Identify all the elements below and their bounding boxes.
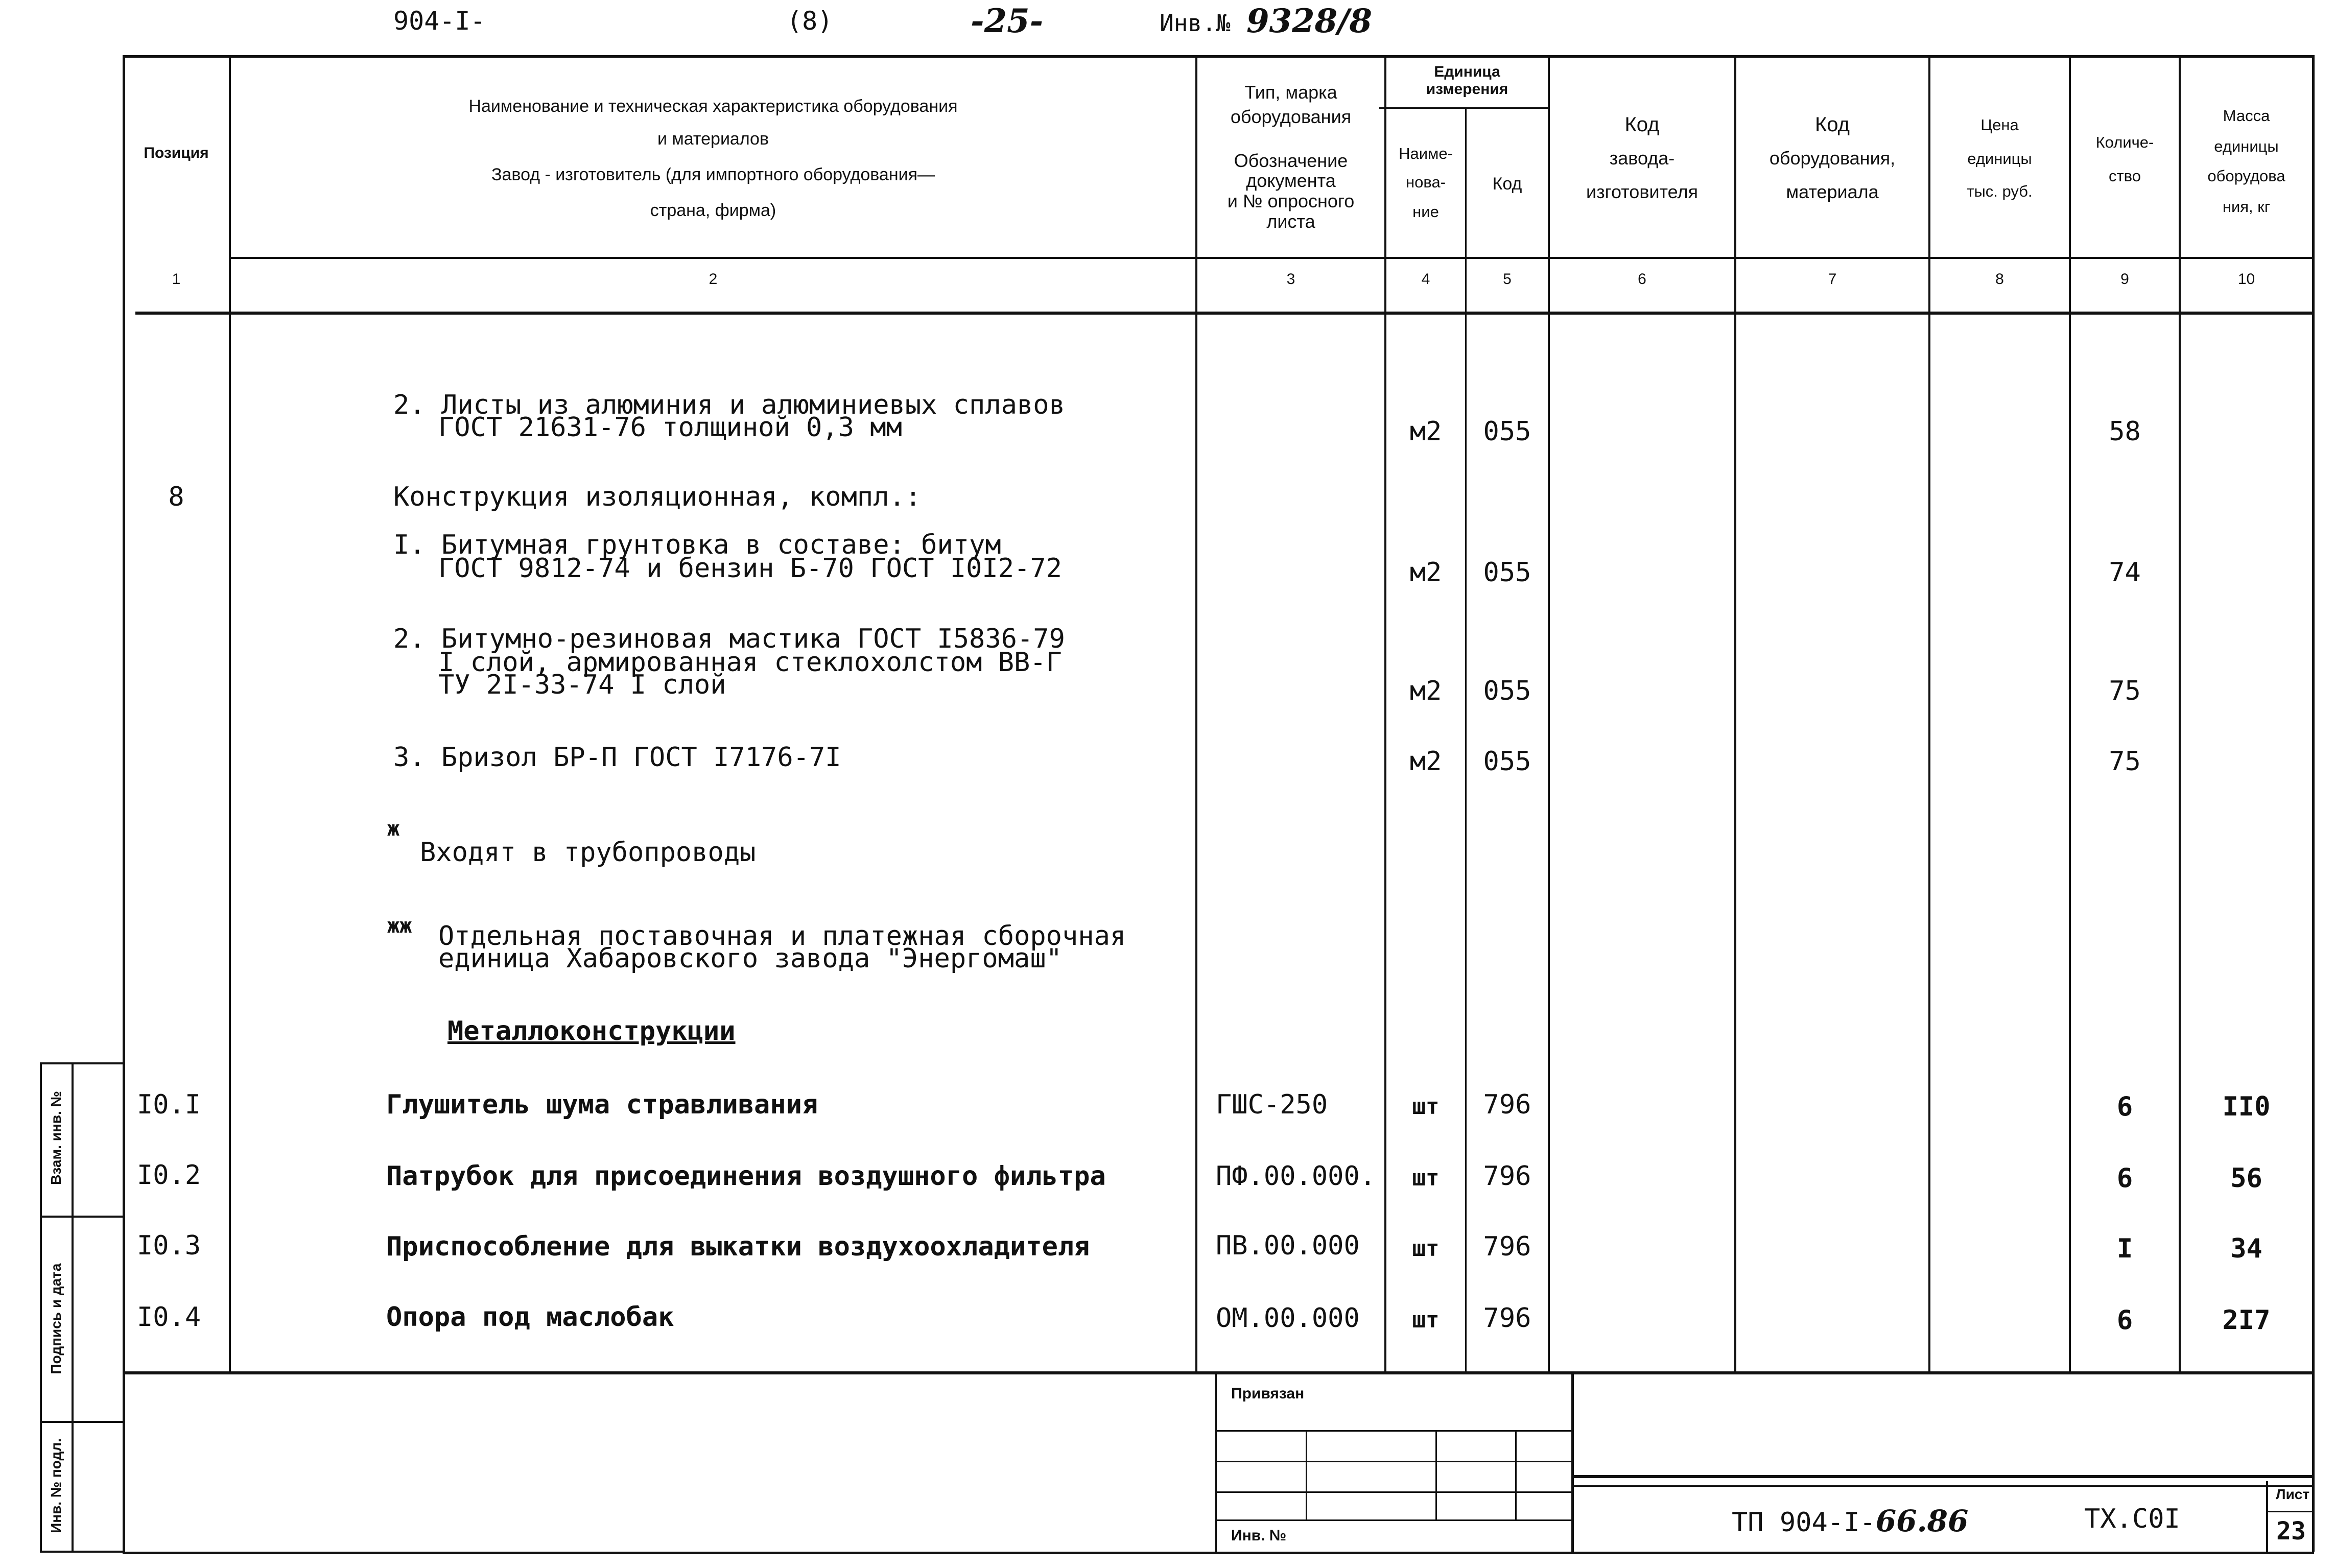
doc-code: ТХ.С0I [2084, 1504, 2180, 1534]
side-label-original: Инв. № подл. [48, 1438, 64, 1533]
inv-no-label: Инв. № [1231, 1527, 1287, 1544]
section-title: Металлоконструкции [447, 1016, 736, 1047]
side-label-signature: Подпись и дата [48, 1263, 64, 1374]
doc-number-handwritten: 66.86 [1875, 1504, 1969, 1538]
attached-label: Привязан [1231, 1385, 1305, 1402]
sheet-label: Лист [2275, 1486, 2310, 1502]
header-position: Позиция [144, 145, 209, 161]
inv-number: 9328/8 [1246, 2, 1373, 40]
doc-number [1732, 1504, 1968, 1538]
page-number: -25- [971, 2, 1044, 40]
sheet-number: 23 [2276, 1517, 2306, 1546]
inv-label: Инв.№ [1160, 9, 1231, 37]
series-number: 904-I- [393, 6, 486, 36]
side-label-replacement: Взам. инв. № [48, 1091, 64, 1185]
doc-number-prefix: ТП 904-I- [1732, 1507, 1876, 1538]
header-unit-code: Код [1492, 174, 1522, 194]
sheet-index: (8) [787, 6, 833, 36]
